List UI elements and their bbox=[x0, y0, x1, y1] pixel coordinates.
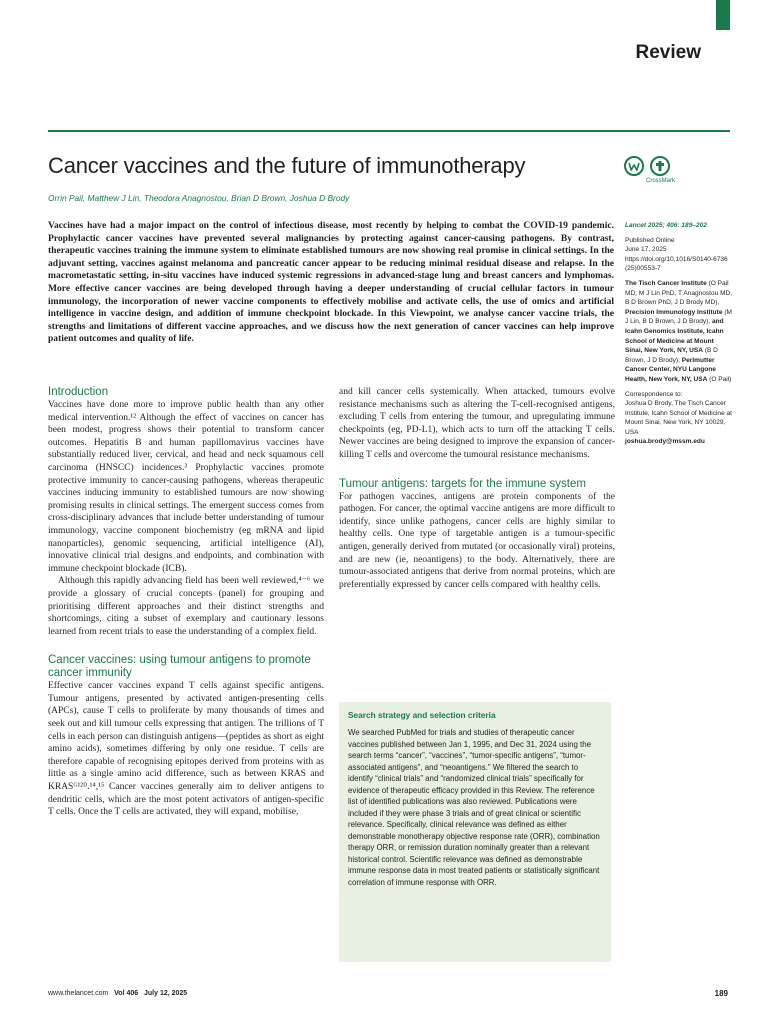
section-heading-tumour-antigens: Tumour antigens: targets for the immune system bbox=[339, 477, 586, 490]
section-label: Review bbox=[635, 42, 701, 63]
header-rule bbox=[48, 130, 730, 132]
search-strategy-panel bbox=[339, 702, 611, 962]
open-access-icon[interactable] bbox=[624, 156, 644, 176]
footer-date: July 12, 2025 bbox=[144, 990, 188, 997]
footer-site[interactable]: www.thelancet.com bbox=[48, 990, 109, 997]
journal-color-tab bbox=[716, 0, 730, 30]
section-heading-cancer-vaccines: Cancer vaccines: using tumour antigens to promote cancer immunity bbox=[48, 654, 311, 680]
email-link[interactable]: joshua.brody@mssm.edu bbox=[625, 438, 705, 446]
correspondence: Correspondence to: Joshua D Brody, The Tisch Cancer Institute, Icahn School of Medicine at Mount Sinai, New York, NY 10029, USA joshua.brody@mssm.edu bbox=[625, 390, 732, 446]
footer-info bbox=[48, 990, 187, 997]
crossmark-caption: CrossMark bbox=[646, 178, 676, 184]
panel-title: Search strategy and selection criteria bbox=[348, 710, 496, 720]
affiliations: The Tisch Cancer Institute (O Pail MD, M J Lin PhD, T Anagnostou MD, B D Brown PhD, J D Brody MD), Precision Immunology Institute (M J Lin, B D Brown, J D Brody), and Icahn Genomics Institute, Icahn School of Medicine at Mount Sinai, New York, NY, USA (B D Brown, J D Brody); Perlmutter Cancer Center, NYU Langone Health, New York, NY, USA (O Pail) bbox=[625, 279, 733, 383]
author-list: Orrin Pail, Matthew J Lin, Theodora Anagnostou, Brian D Brown, Joshua D Brody bbox=[48, 193, 350, 203]
doi-link[interactable]: https://doi.org/10.1016/S0140-6736(25)00553-7 bbox=[625, 255, 728, 273]
footer-volume: Vol 406 bbox=[114, 990, 139, 997]
section-heading-introduction: Introduction bbox=[48, 386, 109, 398]
body-column-middle bbox=[339, 386, 615, 591]
paragraph: Vaccines have done more to improve public health than any other medical intervention.¹² Although the effect of vaccines on cancer has been modest, progress shows their potential to transform cancer outcomes. Hepatitis B and human papillomavirus vaccines have substantially reduced liver, cervical, and head and neck squamous cell carcinoma (HNSCC) incidences.³ Prophylactic vaccines promote protective immunity to cancer-causing pathogens, whereas therapeutic vaccines inducing immunity to established tumours are now showing promising results in clinical settings. The emergent success comes from cross-disciplinary advances that include better understanding of tumour immunology, vaccine component biochemistry (eg mRNA and lipid nanoparticles), genomic sequencing, artificial intelligence (AI), innovative clinical trial designs and endpoints, and combination with immune checkpoint blockade (ICB). bbox=[48, 400, 324, 574]
paragraph: For pathogen vaccines, antigens are protein components of the pathogen. For cancer, the optimal vaccine antigens are more difficult to identify, since unlike pathogens, cancer cells are highly similar to healthy cells. One type of targetable antigen is a tumour-specific antigen, generally derived from mutated (or occasionally viral) proteins, and are new (ie, neoantigens) to the body. Alternatively, there are tumour-associated antigens that derive from normal proteins, which are preferentially expressed by cancer cells compared with healthy cells. bbox=[339, 491, 615, 590]
panel-text: We searched PubMed for trials and studies of therapeutic cancer vaccines published between Jan 1, 1995, and Dec 31, 2024 using the search terms “cancer”, “vaccines”, “tumor-specific antigens”, “tumor-associated antigens”, and “neoantigens.” We filtered the search to identify “clinical trials” and “randomized clinical trials” specifically for evidence of therapeutic efficacy provided in this Review. The reference list of identified publications was also reviewed. Publications were included if they were phase 3 trials and of great clinical or scientific relevance. Specifically, clinical relevance was defined as either demonstrable monotherapy objective response rate (ORR), combination therapy ORR, or remission duration nominally greater than a relevant historical control. Scientific relevance was defined as demonstrable immune response data in most treated patients or statistically significant correlation of immune response with ORR. bbox=[348, 728, 600, 887]
article-sidebar bbox=[625, 221, 733, 452]
body-column-left bbox=[48, 386, 324, 819]
crossmark-icon[interactable] bbox=[650, 156, 670, 176]
page-number: 189 bbox=[714, 989, 728, 998]
publication-info: Published Online June 17, 2025 https://doi.org/10.1016/S0140-6736(25)00553-7 bbox=[625, 236, 728, 273]
paragraph: and kill cancer cells systemically. When attacked, tumours evolve resistance mechanisms such as altering the T-cell-recognised antigens, excluding T cells from entering the tumour, and upregulating immune checkpoints (eg, PD-L1), which acts to turn off the attacking T cells. Newer vaccines are being designed to improve the expansion of cancer-killing T cells and overcome the tumoural resistance mechanisms. bbox=[339, 387, 615, 460]
article-title: Cancer vaccines and the future of immunotherapy bbox=[48, 153, 526, 178]
citation: Lancet 2025; 406: 189–202 bbox=[625, 222, 707, 229]
paragraph: Although this rapidly advancing field has been well reviewed,⁴⁻⁶ we provide a glossary of crucial concepts (panel) for grouping and prioritising different approaches and their distinct strengths and shortcomings, citing a subset of exemplary and cautionary lessons learned from recent trials to ease the understanding of a complex field. bbox=[48, 576, 324, 637]
article-badges bbox=[624, 156, 684, 188]
abstract: Vaccines have had a major impact on the control of infectious disease, most recently by helping to combat the COVID-19 pandemic. Prophylactic cancer vaccines have prevented several malignancies by protecting against cancer-causing pathogens. By contrast, therapeutic vaccines training the immune system to eliminate established tumours are now showing real promise in clinical settings. In the adjuvant setting, vaccines against melanoma and pancreatic cancer appear to be reducing minimal residual disease and relapse. In the macrometastatic setting, in-situ vaccines have induced systemic regressions in advanced-stage lung and breast cancers and lymphomas. More effective cancer vaccines are being developed through having a deeper understanding of crucial cellular factors in tumour immunology, the incorporation of newer vaccine components to effectively mobilise and activate cells, the use of omics and artificial intelligence in vaccine design, and addition of immune checkpoint blockade. In this Viewpoint, we analyse cancer vaccine trials, the strengths and limitations of different vaccine approaches, and we discuss how the next generation of cancer vaccines can help improve patient outcomes and quality of life. bbox=[48, 220, 614, 345]
paragraph: Effective cancer vaccines expand T cells against specific antigens. Tumour antigens, presented by activated antigen-presenting cells (APCs), cause T cells to proliferate by many thousands of times and seek out and kill tumour cells expressing that antigen. The trillions of T cells in each person can distinguish antigens—(peptides as short as eight amino acids), sometimes differing by only one residue. T cells are therefore capable of recognising epitopes derived from proteins with as little as a single amino acid difference, such as between KRAS and KRASᴳ¹²ᴰ.¹⁴,¹⁵ Cancer vaccines generally aim to deliver antigens to dendritic cells, which are the most potent activators of antigen-specific T cells. Once the T cells are activated, they will expand, mobilise, bbox=[48, 681, 324, 818]
